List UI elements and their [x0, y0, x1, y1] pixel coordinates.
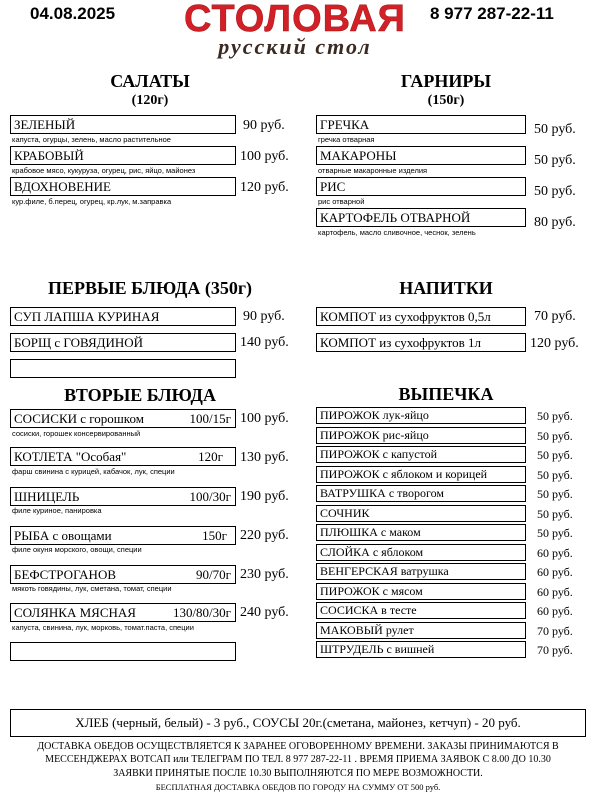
drink-name: КОМПОТ из сухофруктов 1л — [316, 333, 526, 352]
garnish-item-price: 50 руб. — [534, 122, 576, 137]
bakery-item-price: 60 руб. — [537, 604, 573, 618]
second-course-weight: 100/30г — [189, 489, 231, 504]
garnish-item-desc: картофель, масло сливочное, чеснок, зелень — [318, 228, 476, 237]
second-course-desc: капуста, свинина, лук, морковь, томат.паста, специи — [12, 623, 194, 632]
salad-item-desc: капуста, огурцы, зелень, масло растительное — [12, 135, 171, 144]
drinks-title: НАПИТКИ — [399, 278, 493, 298]
salad-item-name: ВДОХНОВЕНИЕ — [10, 177, 236, 196]
bakery-item-price: 60 руб. — [537, 584, 573, 599]
second-course-label: БЕФСТРОГАНОВ — [14, 567, 117, 582]
garnish-item-name: КАРТОФЕЛЬ ОТВАРНОЙ — [316, 208, 526, 227]
salad-item-name: КРАБОВЫЙ — [10, 146, 236, 165]
second-course-name — [10, 487, 236, 506]
bakery-item-price: 50 руб. — [537, 506, 573, 521]
bakery-item-price: 60 руб. — [537, 545, 573, 560]
empty-entry-box — [10, 642, 236, 661]
second-course-weight: 150г — [202, 528, 227, 543]
drink-price: 120 руб. — [530, 336, 579, 351]
bakery-item-price: 60 руб. — [537, 565, 573, 579]
bakery-item-price: 70 руб. — [537, 643, 573, 657]
garnish-subtitle: (150г) — [427, 93, 465, 108]
first-course-name: БОРЩ с ГОВЯДИНОЙ — [10, 333, 236, 352]
second-course-price: 100 руб. — [240, 411, 289, 426]
drink-price: 70 руб. — [534, 309, 576, 324]
garnish-item-desc: рис отварной — [318, 197, 365, 206]
second-course-desc: филе окуня морского, овощи, специи — [12, 545, 142, 554]
second-course-price: 190 руб. — [240, 489, 289, 504]
garnish-item-name: МАКАРОНЫ — [316, 146, 526, 165]
bakery-item-name: ПИРОЖОК с мясом — [316, 583, 526, 600]
phone-number: 8 977 287-22-11 — [430, 4, 554, 23]
bakery-item-name: ПИРОЖОК с яблоком и корицей — [316, 466, 526, 483]
second-course-desc: сосиски, горошек консервированный — [12, 429, 141, 438]
second-course-label: СОЛЯНКА МЯСНАЯ — [14, 605, 136, 620]
second-course-name — [10, 447, 236, 466]
garnish-item-price: 50 руб. — [534, 153, 576, 168]
bakery-item-name: СОСИСКА в тесте — [316, 602, 526, 619]
bakery-item-name: МАКОВЫЙ рулет — [316, 622, 526, 639]
garnish-item-name: ГРЕЧКА — [316, 115, 526, 134]
bakery-item-name: ПИРОЖОК с капустой — [316, 446, 526, 463]
free-delivery-line: БЕСПЛАТНАЯ ДОСТАВКА ОБЕДОВ ПО ГОРОДУ НА СУММУ ОТ 500 руб. — [155, 782, 441, 792]
bakery-item-name: СЛОЙКА с яблоком — [316, 544, 526, 561]
second-course-label: РЫБА с овощами — [14, 528, 112, 543]
second-course-weight: 90/70г — [196, 567, 231, 582]
bakery-item-price: 50 руб. — [537, 409, 573, 423]
first-course-name: СУП ЛАПША КУРИНАЯ — [10, 307, 236, 326]
second-course-weight: 120г — [198, 449, 223, 464]
empty-entry-box — [10, 359, 236, 378]
second-course-desc: фарш свинина с курицей, кабачок, лук, специи — [12, 467, 175, 476]
second-course-name — [10, 565, 236, 584]
salad-item-desc: кур.филе, б.перец, огурец, кр.лук, м.заправка — [12, 197, 172, 206]
garnish-item-price: 80 руб. — [534, 215, 576, 230]
second-course-name — [10, 409, 236, 428]
bakery-title: ВЫПЕЧКА — [398, 384, 494, 404]
bakery-item-name: ШТРУДЕЛЬ с вишней — [316, 641, 526, 658]
second-course-weight: 130/80/30г — [172, 605, 231, 620]
second-course-label: ШНИЦЕЛЬ — [14, 489, 80, 504]
second-course-price: 230 руб. — [240, 567, 289, 582]
second-course-desc: мякоть говядины, лук, сметана, томат, специи — [12, 584, 172, 593]
logo-subtitle: русский стол — [218, 34, 372, 59]
logo-title: СТОЛОВАЯ — [184, 0, 406, 40]
second-course-label: СОСИСКИ с горошком — [14, 411, 144, 426]
second-course-label: КОТЛЕТА "Особая" — [14, 449, 127, 464]
first-course-price: 90 руб. — [243, 309, 285, 324]
menu-date: 04.08.2025 — [30, 4, 116, 23]
salads-subtitle: (120г) — [131, 93, 169, 108]
second-course-name — [10, 603, 236, 622]
bread-sauces-box: ХЛЕБ (черный, белый) - 3 руб., СОУСЫ 20г.(сметана, майонез, кетчуп) - 20 руб. — [10, 709, 586, 737]
bakery-item-price: 70 руб. — [537, 623, 573, 638]
drink-name: КОМПОТ из сухофруктов 0,5л — [316, 307, 526, 326]
salad-item-name: ЗЕЛЕНЫЙ — [10, 115, 236, 134]
garnish-item-desc: гречка отварная — [318, 135, 375, 144]
second-course-weight: 100/15г — [189, 411, 231, 426]
bakery-item-price: 50 руб. — [537, 467, 573, 482]
bakery-item-name: ПИРОЖОК рис-яйцо — [316, 427, 526, 444]
garnish-item-name: РИС — [316, 177, 526, 196]
bakery-item-price: 50 руб. — [537, 428, 573, 443]
second-course-price: 240 руб. — [240, 605, 289, 620]
delivery-info-line: ЗАЯВКИ ПРИНЯТЫЕ ПОСЛЕ 10.30 ВЫПОЛНЯЮТСЯ ПО МЕРЕ ВОЗМОЖНОСТИ. — [113, 768, 483, 779]
delivery-info-line: ДОСТАВКА ОБЕДОВ ОСУЩЕСТВЛЯЕТСЯ К ЗАРАНЕЕ ОГОВОРЕННОМУ ВРЕМЕНИ. ЗАКАЗЫ ПРИНИМАЮТСЯ В — [37, 741, 559, 752]
salad-item-price: 120 руб. — [240, 180, 289, 195]
salad-item-price: 90 руб. — [243, 118, 285, 133]
salad-item-desc: крабовое мясо, кукуруза, огурец, рис, яйцо, майонез — [12, 166, 196, 175]
delivery-info-line: МЕССЕНДЖЕРАХ ВОТСАП или ТЕЛЕГРАМ ПО ТЕЛ. 8 977 287-22-11 . ВРЕМЯ ПРИЕМА ЗАЯВОК С 8.00 ДО 10.30 — [45, 754, 551, 765]
bakery-item-price: 50 руб. — [537, 487, 573, 501]
garnish-title: ГАРНИРЫ — [400, 71, 492, 91]
bakery-item-name: СОЧНИК — [316, 505, 526, 522]
second-course-price: 220 руб. — [240, 528, 289, 543]
salads-title: САЛАТЫ — [110, 71, 190, 91]
bakery-item-name: ПЛЮШКА с маком — [316, 524, 526, 541]
first-courses-title: ПЕРВЫЕ БЛЮДА (350г) — [47, 278, 252, 298]
second-course-desc: филе куриное, панировка — [12, 506, 102, 515]
salad-item-price: 100 руб. — [240, 149, 289, 164]
garnish-item-desc: отварные макаронные изделия — [318, 166, 428, 175]
bakery-item-name: ПИРОЖОК лук-яйцо — [316, 407, 526, 424]
bakery-item-name: ВЕНГЕРСКАЯ ватрушка — [316, 563, 526, 580]
garnish-item-price: 50 руб. — [534, 184, 576, 199]
second-courses-title: ВТОРЫЕ БЛЮДА — [64, 385, 216, 405]
bakery-item-price: 50 руб. — [537, 448, 573, 462]
first-course-price: 140 руб. — [240, 335, 289, 350]
second-course-name — [10, 526, 236, 545]
bakery-item-price: 50 руб. — [537, 526, 573, 540]
second-course-price: 130 руб. — [240, 450, 289, 465]
bakery-item-name: ВАТРУШКА с творогом — [316, 485, 526, 502]
